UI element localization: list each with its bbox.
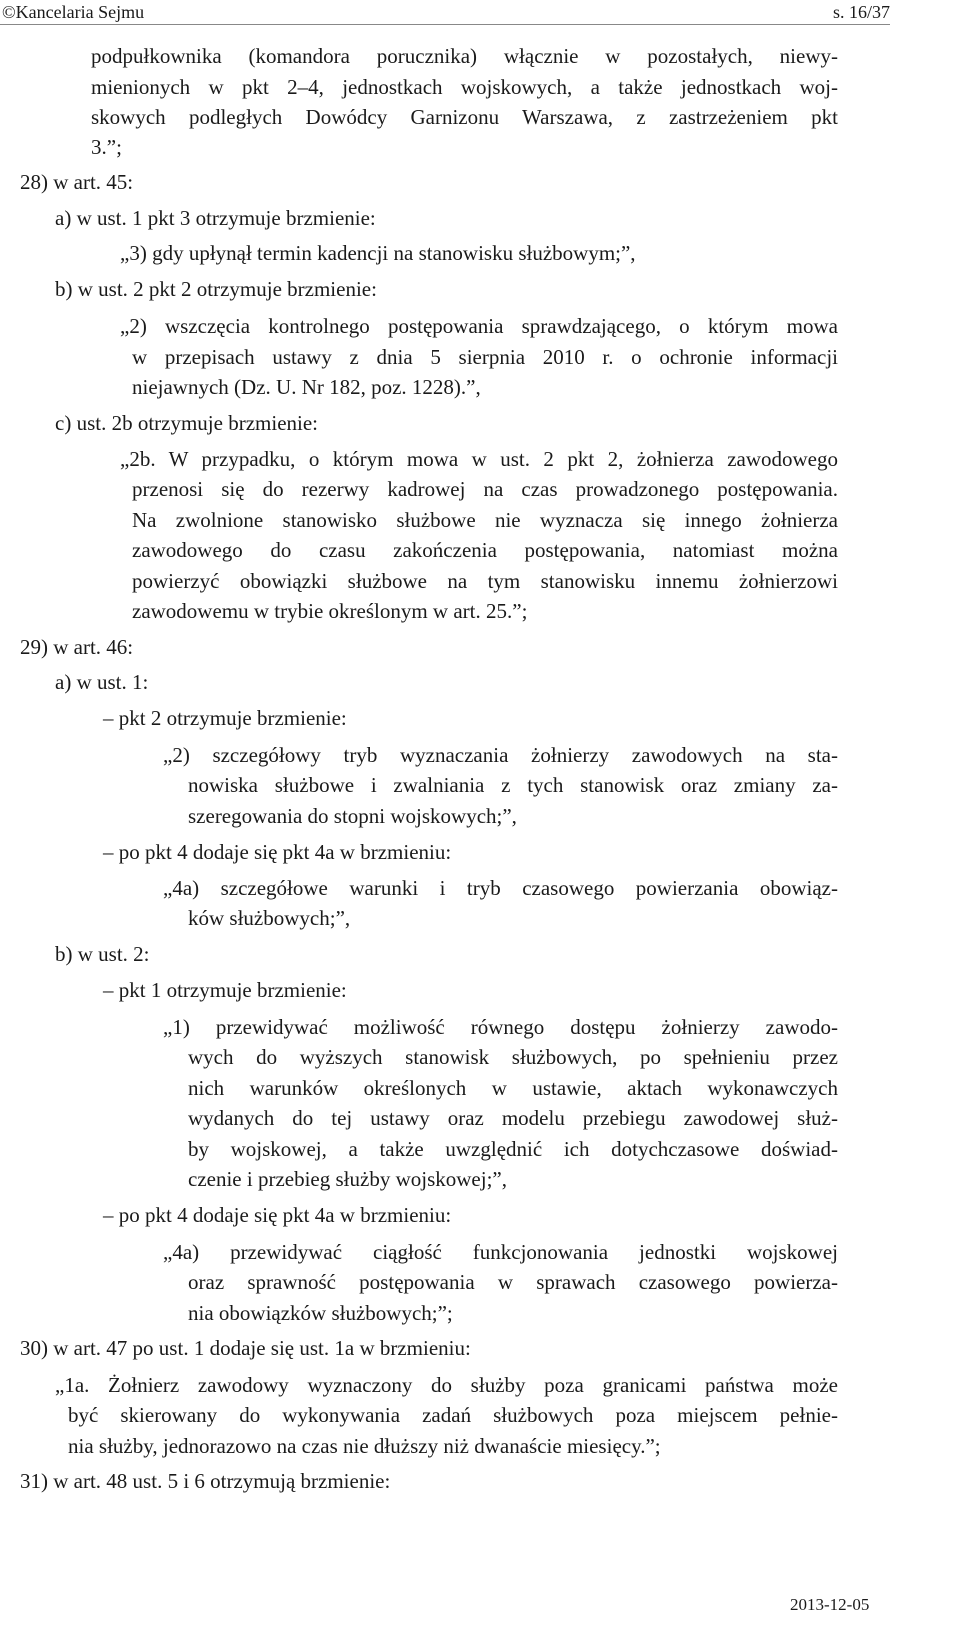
text-line: podpułkownika (komandora porucznika) włącznie w pozostałych, niewy- bbox=[91, 44, 838, 68]
text-line: „2b. W przypadku, o którym mowa w ust. 2 pkt 2, żołnierza zawodowego bbox=[120, 447, 838, 471]
text-line: wych do wyższych stanowisk służbowych, po spełnieniu przez bbox=[188, 1045, 838, 1069]
text-line: przenosi się do rezerwy kadrowej na czas prowadzonego postępowania. bbox=[132, 477, 838, 501]
text-line: zawodowego do czasu zakończenia postępowania, natomiast można bbox=[132, 538, 838, 562]
text-line: ków służbowych;”, bbox=[188, 906, 351, 930]
text-line: niejawnych (Dz. U. Nr 182, poz. 1228).”, bbox=[132, 375, 481, 399]
text-line: 31) w art. 48 ust. 5 i 6 otrzymują brzmienie: bbox=[20, 1469, 391, 1493]
footer-date: 2013-12-05 bbox=[790, 1595, 870, 1614]
text-line: 30) w art. 47 po ust. 1 dodaje się ust. 1a w brzmieniu: bbox=[20, 1336, 471, 1360]
text-line: „3) gdy upłynął termin kadencji na stanowisku służbowym;”, bbox=[120, 241, 636, 265]
text-line: „2) wszczęcia kontrolnego postępowania sprawdzającego, o którym mowa bbox=[120, 314, 838, 338]
text-line: wydanych do tej ustawy oraz modelu przebiegu zawodowej służ- bbox=[188, 1106, 838, 1130]
text-line: mienionych w pkt 2–4, jednostkach wojskowych, a także jednostkach woj- bbox=[91, 75, 838, 99]
text-line: „4a) przewidywać ciągłość funkcjonowania jednostki wojskowej bbox=[163, 1240, 838, 1264]
text-line: Na zwolnione stanowisko służbowe nie wyznacza się innego żołnierza bbox=[132, 508, 838, 532]
copyright-label: ©Kancelaria Sejmu bbox=[2, 2, 145, 22]
text-line: czenie i przebieg służby wojskowej;”, bbox=[188, 1167, 507, 1191]
text-line: nia obowiązków służbowych;”; bbox=[188, 1301, 453, 1325]
text-line: 29) w art. 46: bbox=[20, 635, 134, 659]
text-line: w przepisach ustawy z dnia 5 sierpnia 2010 r. o ochronie informacji bbox=[132, 345, 838, 369]
text-line: „1a. Żołnierz zawodowy wyznaczony do służby poza granicami państwa może bbox=[55, 1373, 838, 1397]
text-line: b) w ust. 2: bbox=[55, 942, 150, 966]
text-line: zawodowemu w trybie określonym w art. 25.”; bbox=[132, 599, 528, 623]
text-line: oraz sprawność postępowania w sprawach czasowego powierza- bbox=[188, 1270, 838, 1294]
text-line: szeregowania do stopni wojskowych;”, bbox=[188, 804, 517, 828]
text-line: a) w ust. 1: bbox=[55, 670, 149, 694]
page-number: s. 16/37 bbox=[832, 2, 890, 22]
text-line: 28) w art. 45: bbox=[20, 170, 134, 194]
text-line: – pkt 1 otrzymuje brzmienie: bbox=[103, 978, 347, 1002]
text-line: – po pkt 4 dodaje się pkt 4a w brzmieniu: bbox=[103, 840, 452, 864]
text-line: powierzyć obowiązki służbowe na tym stanowisku innemu żołnierzowi bbox=[132, 569, 838, 593]
text-line: – pkt 2 otrzymuje brzmienie: bbox=[103, 706, 347, 730]
text-line: – po pkt 4 dodaje się pkt 4a w brzmieniu: bbox=[103, 1203, 452, 1227]
text-line: skowych podległych Dowódcy Garnizonu Warszawa, z zastrzeżeniem pkt bbox=[91, 105, 838, 129]
text-line: nia służby, jednorazowo na czas nie dłuższy niż dwanaście miesięcy.”; bbox=[68, 1434, 661, 1458]
header-divider bbox=[0, 24, 890, 25]
text-line: nowiska służbowe i zwalniania z tych stanowisk oraz zmiany za- bbox=[188, 773, 838, 797]
text-line: być skierowany do wykonywania zadań służbowych poza miejscem pełnie- bbox=[68, 1403, 838, 1427]
text-line: b) w ust. 2 pkt 2 otrzymuje brzmienie: bbox=[55, 277, 377, 301]
text-line: by wojskowej, a także uwzględnić ich dotychczasowe doświad- bbox=[188, 1137, 838, 1161]
text-line: „4a) szczegółowe warunki i tryb czasowego powierzania obowiąz- bbox=[163, 876, 838, 900]
text-line: „2) szczegółowy tryb wyznaczania żołnierzy zawodowych na sta- bbox=[163, 743, 838, 767]
text-line: a) w ust. 1 pkt 3 otrzymuje brzmienie: bbox=[55, 206, 376, 230]
text-line: c) ust. 2b otrzymuje brzmienie: bbox=[55, 411, 319, 435]
text-line: 3.”; bbox=[91, 135, 122, 159]
text-line: „1) przewidywać możliwość równego dostępu żołnierzy zawodo- bbox=[163, 1015, 838, 1039]
text-line: nich warunków określonych w ustawie, aktach wykonawczych bbox=[188, 1076, 838, 1100]
